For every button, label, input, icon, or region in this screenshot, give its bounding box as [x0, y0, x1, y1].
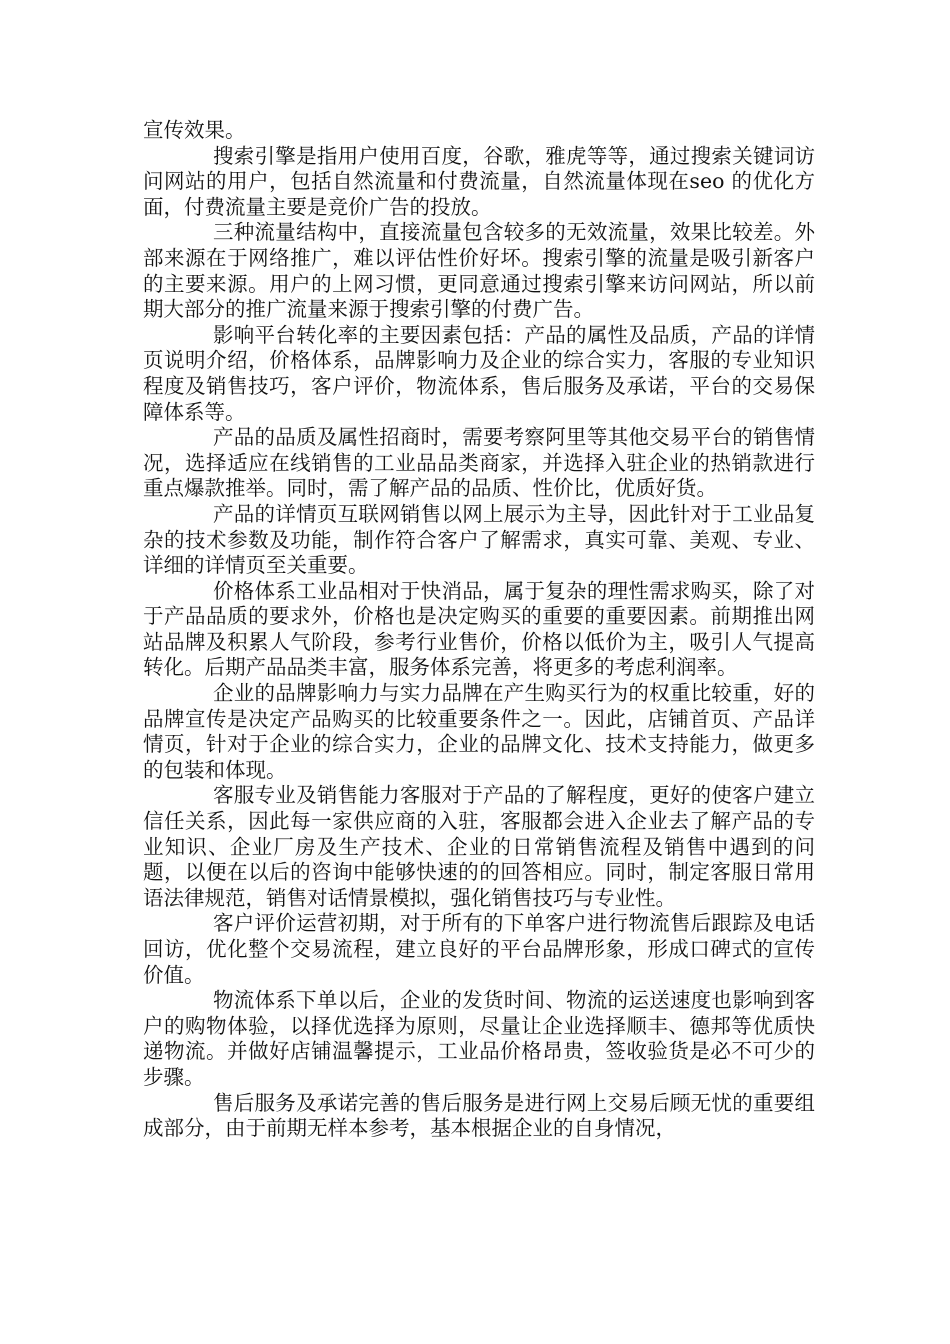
paragraph-8: 企业的品牌影响力与实力品牌在产生购买行为的权重比较重，好的品牌宣传是决定产品购买的比较重要条件之一。因此，店铺首页、产品详情页，针对于企业的综合实力，企业的品牌文化、技术支持能力，做更多的包装和体现。 — [143, 681, 815, 782]
paragraph-2: 搜索引擎是指用户使用百度，谷歌，雅虎等等，通过搜索关键词访问网站的用户，包括自然流量和付费流量，自然流量体现在seo 的优化方面，付费流量主要是竞价广告的投放。 — [143, 143, 815, 219]
paragraph-9: 客服专业及销售能力客服对于产品的了解程度，更好的使客户建立信任关系，因此每一家供应商的入驻，客服都会进入企业去了解产品的专业知识、企业厂房及生产技术、企业的日常销售流程及销售中遇到的问题，以便在以后的咨询中能够快速的的回答相应。同时，制定客服日常用语法律规范，销售对话情景模拟，强化销售技巧与专业性。 — [143, 783, 815, 910]
paragraph-12: 售后服务及承诺完善的售后服务是进行网上交易后顾无忧的重要组成部分，由于前期无样本参考，基本根据企业的自身情况， — [143, 1090, 815, 1141]
paragraph-5: 产品的品质及属性招商时，需要考察阿里等其他交易平台的销售情况，选择适应在线销售的工业品品类商家，并选择入驻企业的热销款进行重点爆款推举。同时，需了解产品的品质、性价比，优质好货。 — [143, 425, 815, 501]
paragraph-3: 三种流量结构中，直接流量包含较多的无效流量，效果比较差。外部来源在于网络推广，难以评估性价好坏。搜索引擎的流量是吸引新客户的主要来源。用户的上网习惯，更同意通过搜索引擎来访问网站，所以前期大部分的推广流量来源于搜索引擎的付费广告。 — [143, 220, 815, 322]
paragraph-7: 价格体系工业品相对于快消品，属于复杂的理性需求购买，除了对于产品品质的要求外，价格也是决定购买的重要的重要因素。前期推出网站品牌及积累人气阶段，参考行业售价，价格以低价为主，吸引人气提高转化。后期产品品类丰富，服务体系完善，将更多的考虑利润率。 — [143, 578, 815, 680]
paragraph-10: 客户评价运营初期，对于所有的下单客户进行物流售后跟踪及电话回访，优化整个交易流程，建立良好的平台品牌形象，形成口碑式的宣传价值。 — [143, 911, 815, 987]
paragraph-1: 宣传效果。 — [143, 118, 246, 142]
paragraph-4: 影响平台转化率的主要因素包括：产品的属性及品质，产品的详情页说明介绍，价格体系，品牌影响力及企业的综合实力，客服的专业知识程度及销售技巧，客户评价，物流体系，售后服务及承诺，平台的交易保障体系等。 — [143, 322, 815, 424]
paragraph-6: 产品的详情页互联网销售以网上展示为主导，因此针对于工业品复杂的技术参数及功能，制作符合客户了解需求，真实可靠、美观、专业、详细的详情页至关重要。 — [143, 501, 815, 578]
paragraph-11: 物流体系下单以后，企业的发货时间、物流的运送速度也影响到客户的购物体验，以择优选择为原则，尽量让企业选择顺丰、德邦等优质快递物流。并做好店铺温馨提示，工业品价格昂贵，签收验货是必不可少的步骤。 — [143, 988, 815, 1089]
document-body — [143, 118, 815, 1142]
